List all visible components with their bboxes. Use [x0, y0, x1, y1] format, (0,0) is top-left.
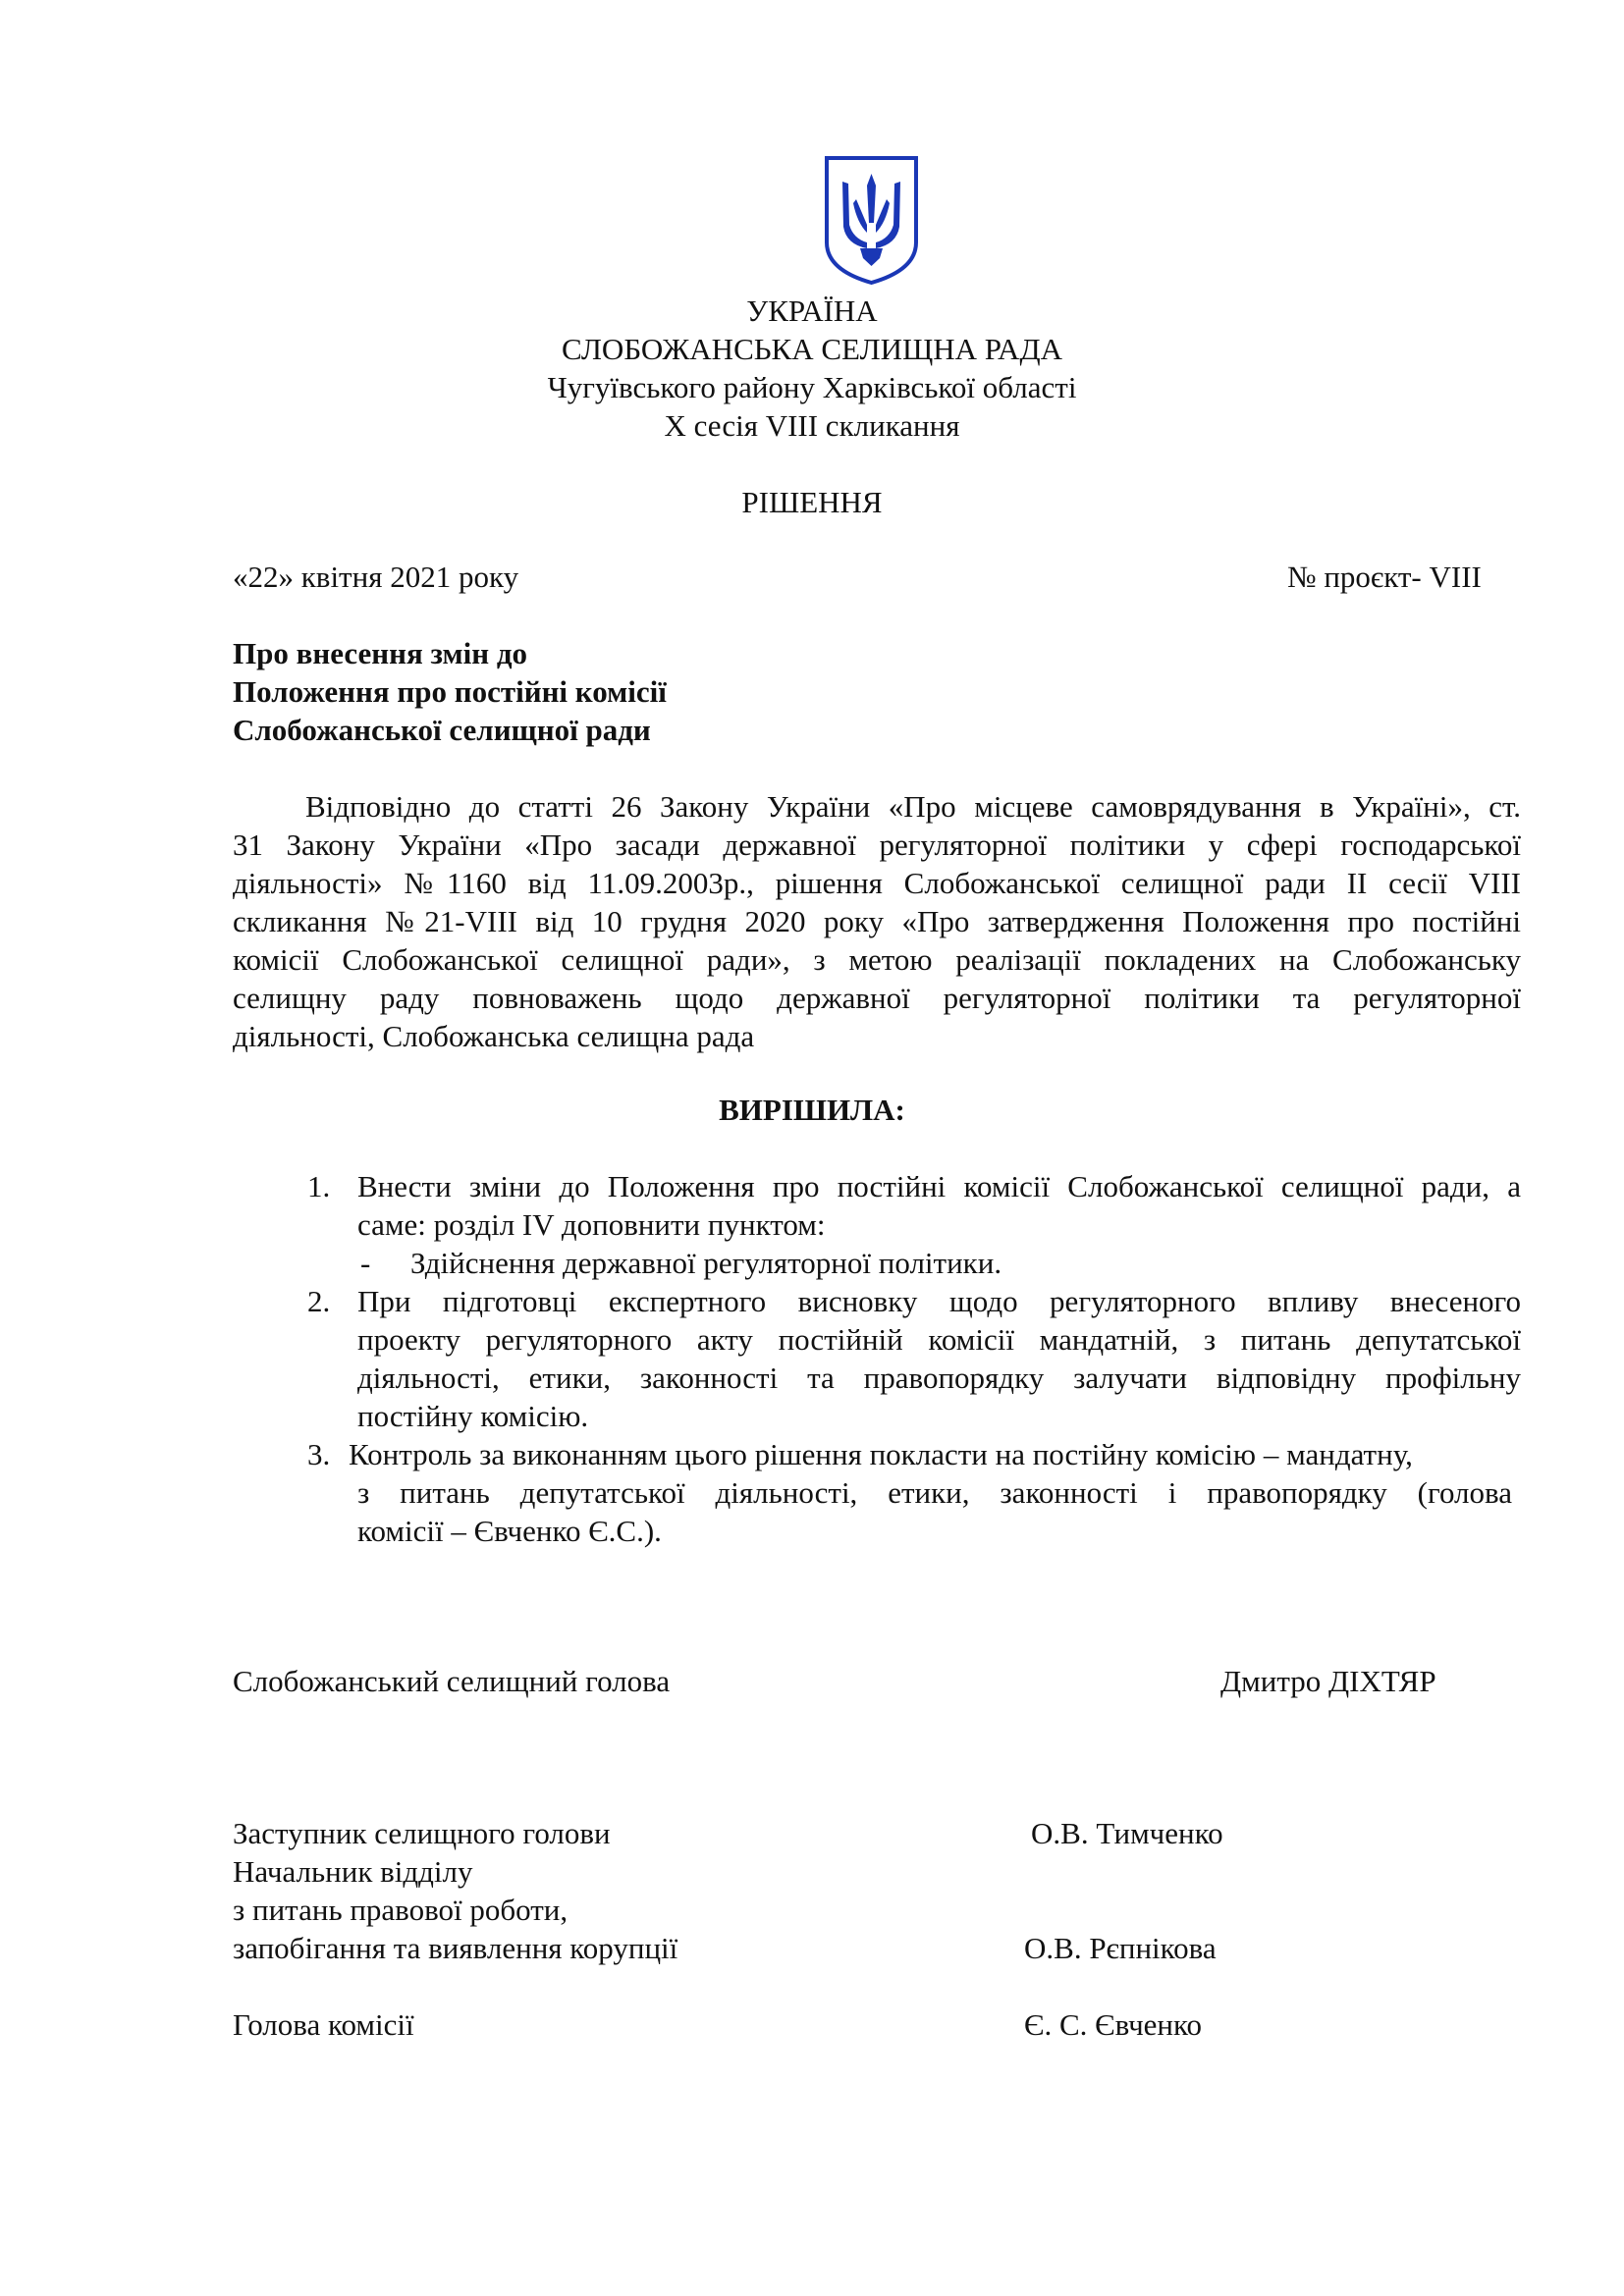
approval-position: Голова комісії — [233, 2007, 414, 2042]
item-line: Контроль за виконанням цього рішення покласти на постійну комісію – мандатну, — [349, 1437, 1413, 1471]
item-line: комісії – Євченко Є.С.). — [357, 1514, 662, 1548]
approval-name: О.В. Тимченко — [1031, 1816, 1223, 1850]
preamble-line: діяльності» №1160 від 11.09.2003р., рішення Слобожанської селищної ради ІІ сесії VIII — [233, 866, 1521, 900]
header-country: УКРАЇНА — [746, 294, 878, 328]
trident-icon — [823, 154, 920, 286]
item-line: постійну комісію. — [357, 1399, 589, 1433]
document-date: «22» квітня 2021 року — [233, 560, 519, 594]
approval-position: з питань правової роботи, — [233, 1893, 568, 1927]
resolved-heading: ВИРІШИЛА: — [719, 1093, 905, 1127]
header-council: СЛОБОЖАНСЬКА СЕЛИЩНА РАДА — [562, 332, 1062, 366]
preamble-line: селищну раду повноважень щодо державної регуляторної політики та регуляторної — [233, 981, 1521, 1015]
preamble-line: 31 Закону України «Про засади державної регуляторної політики у сфері господарської — [233, 828, 1521, 862]
approval-position: Начальник відділу — [233, 1854, 473, 1889]
preamble-line: комісії Слобожанської селищної ради», з метою реалізації покладених на Слобожанську — [233, 942, 1521, 977]
header-district: Чугуївського району Харківської області — [547, 370, 1077, 404]
approval-name: О.В. Рєпнікова — [1024, 1931, 1217, 1965]
item-number: 2. — [307, 1284, 331, 1318]
item-number: 3. — [307, 1437, 331, 1471]
preamble-line: скликання №21-VIII від 10 грудня 2020 року «Про затвердження Положення про постійні — [233, 904, 1521, 938]
item-line: Внести зміни до Положення про постійні комісії Слобожанської селищної ради, а — [357, 1169, 1521, 1203]
subject-line: Слобожанської селищної ради — [233, 713, 651, 747]
item-number: 1. — [307, 1169, 331, 1203]
item-line: саме: розділ IV доповнити пунктом: — [357, 1207, 826, 1242]
preamble-line: Відповідно до статті 26 Закону України «Про місцеве самоврядування в Україні», ст. — [305, 789, 1521, 824]
approval-position: Заступник селищного голови — [233, 1816, 611, 1850]
preamble-line: діяльності, Слобожанська селищна рада — [233, 1019, 755, 1053]
signature-title: Слобожанський селищний голова — [233, 1664, 671, 1698]
signature-name: Дмитро ДІХТЯР — [1220, 1664, 1436, 1698]
subject-line: Про внесення змін до — [233, 636, 528, 670]
doc-type-title: РІШЕННЯ — [741, 485, 883, 519]
document-number: № проєкт- VIII — [1287, 560, 1482, 594]
header-session: X сесія VIII скликання — [664, 408, 960, 443]
approval-position: запобігання та виявлення корупції — [233, 1931, 678, 1965]
item-line: проекту регуляторного акту постійній комісії мандатній, з питань депутатської — [357, 1322, 1521, 1357]
sub-item-dash: - — [360, 1246, 371, 1280]
approval-name: Є. С. Євченко — [1024, 2007, 1202, 2042]
coat-of-arms — [823, 154, 920, 286]
sub-item-text: Здійснення державної регуляторної політики. — [410, 1246, 1002, 1280]
item-line: з питань депутатської діяльності, етики, законності і правопорядку (голова — [357, 1475, 1512, 1510]
item-line: діяльності, етики, законності та правопорядку залучати відповідну профільну — [357, 1361, 1521, 1395]
item-line: При підготовці експертного висновку щодо регуляторного впливу внесеного — [357, 1284, 1521, 1318]
subject-line: Положення про постійні комісії — [233, 674, 667, 709]
